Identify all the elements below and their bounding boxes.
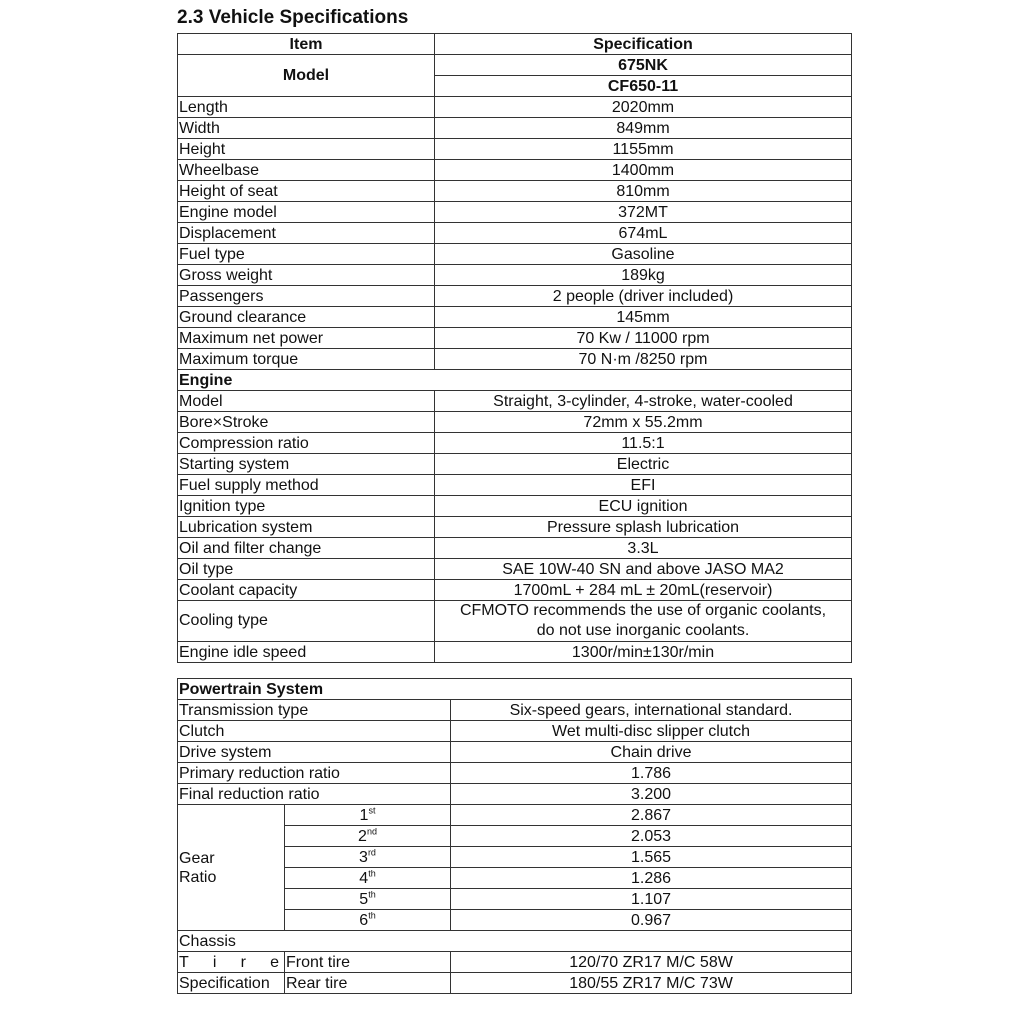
general-label: Fuel type [178,244,435,265]
general-row [178,202,852,223]
general-value: 70 Kw / 11000 rpm [435,328,852,349]
tire-letter-e: e [270,953,279,971]
general-row [178,286,852,307]
engine-label: Compression ratio [178,433,435,454]
engine-row [178,517,852,538]
general-value: 1155mm [435,139,852,160]
general-value: 145mm [435,307,852,328]
tire-label-top [178,952,285,973]
gear-number-suffix: st [368,805,376,816]
engine-value: 1700mL + 284 mL ± 20mL(reservoir) [435,580,852,601]
gear-number-digit: 2 [358,827,367,845]
general-row [178,181,852,202]
idle-label: Engine idle speed [178,642,435,663]
gear-number-suffix: nd [366,826,377,837]
powertrain-row [178,721,852,742]
powertrain-value: Chain drive [451,742,852,763]
engine-heading-row [178,370,852,391]
general-row [178,244,852,265]
engine-row [178,391,852,412]
general-label: Length [178,97,435,118]
gear-ratio-value: 2.867 [451,805,852,826]
engine-value: 3.3L [435,538,852,559]
powertrain-value: 1.786 [451,763,852,784]
cooling-line-1: CFMOTO recommends the use of organic coolants, [459,602,827,619]
engine-label: Fuel supply method [178,475,435,496]
gear-ratio-value: 1.565 [451,847,852,868]
engine-row [178,559,852,580]
gear-ratio-value: 1.286 [451,868,852,889]
engine-value: SAE 10W-40 SN and above JASO MA2 [435,559,852,580]
general-row [178,349,852,370]
powertrain-label: Drive system [178,742,451,763]
gear-label-line-2: Ratio [179,868,217,886]
engine-value: ECU ignition [435,496,852,517]
engine-label: Lubrication system [178,517,435,538]
general-row [178,139,852,160]
engine-label: Bore×Stroke [178,412,435,433]
general-row [178,160,852,181]
front-tire-label: Front tire [285,952,451,973]
tire-letter-t: T [179,953,189,971]
general-row [178,118,852,139]
general-value: 2 people (driver included) [435,286,852,307]
front-tire-value: 120/70 ZR17 M/C 58W [451,952,852,973]
general-label: Wheelbase [178,160,435,181]
powertrain-label: Final reduction ratio [178,784,451,805]
gear-ratio-value: 1.107 [451,889,852,910]
header-item: Item [178,34,435,55]
general-label: Passengers [178,286,435,307]
gear-number-digit: 3 [359,848,368,866]
general-value: 1400mm [435,160,852,181]
vehicle-spec-table [177,33,852,663]
gear-label-line-1: Gear [179,849,215,867]
general-label: Gross weight [178,265,435,286]
general-value: 674mL [435,223,852,244]
gear-number-suffix: rd [367,847,376,858]
powertrain-label: Primary reduction ratio [178,763,451,784]
engine-value: Straight, 3-cylinder, 4-stroke, water-cooled [435,391,852,412]
general-label: Height of seat [178,181,435,202]
general-value: 810mm [435,181,852,202]
tire-letter-i: i [212,953,217,971]
general-value: 372MT [435,202,852,223]
engine-row [178,433,852,454]
gear-number [285,910,451,931]
gear-row [178,805,852,826]
model-name-2: CF650-11 [435,76,852,97]
gear-ratio-label [178,805,285,931]
engine-label: Oil type [178,559,435,580]
engine-value: EFI [435,475,852,496]
gear-number [285,847,451,868]
header-row [178,34,852,55]
gear-number-digit: 5 [359,890,369,908]
powertrain-row [178,763,852,784]
engine-value: Pressure splash lubrication [435,517,852,538]
general-value: Gasoline [435,244,852,265]
rear-tire-value: 180/55 ZR17 M/C 73W [451,973,852,994]
engine-row [178,538,852,559]
general-row [178,265,852,286]
general-row [178,223,852,244]
gear-number-suffix: th [368,889,376,900]
general-label: Maximum net power [178,328,435,349]
general-label: Maximum torque [178,349,435,370]
gear-number-digit: 6 [359,911,369,929]
general-row [178,97,852,118]
general-label: Displacement [178,223,435,244]
powertrain-row [178,784,852,805]
gear-number [285,826,451,847]
powertrain-value: Wet multi-disc slipper clutch [451,721,852,742]
general-value: 189kg [435,265,852,286]
powertrain-heading-row [178,679,852,700]
cooling-value [435,601,852,642]
engine-label: Ignition type [178,496,435,517]
engine-row [178,475,852,496]
engine-label: Coolant capacity [178,580,435,601]
powertrain-heading: Powertrain System [178,679,852,700]
gear-number-digit: 1 [359,806,369,824]
gear-number-digit: 4 [359,869,369,887]
powertrain-row [178,700,852,721]
powertrain-row [178,742,852,763]
gear-number [285,805,451,826]
gear-ratio-value: 0.967 [451,910,852,931]
model-name-1: 675NK [435,55,852,76]
chassis-heading-row [178,931,852,952]
engine-row [178,496,852,517]
engine-label: Oil and filter change [178,538,435,559]
general-label: Engine model [178,202,435,223]
tire-letter-r: r [240,953,246,971]
model-label: Model [178,55,435,97]
cooling-row [178,601,852,642]
powertrain-label: Clutch [178,721,451,742]
rear-tire-label: Rear tire [285,973,451,994]
engine-row [178,580,852,601]
tire-label-bottom: Specification [178,973,285,994]
engine-value: 11.5:1 [435,433,852,454]
general-row [178,307,852,328]
engine-value: 72mm x 55.2mm [435,412,852,433]
gear-number-suffix: th [368,910,376,921]
general-label: Height [178,139,435,160]
chassis-heading: Chassis [178,931,852,952]
general-row [178,328,852,349]
general-label: Width [178,118,435,139]
gear-number [285,868,451,889]
powertrain-value: 3.200 [451,784,852,805]
header-spec: Specification [435,34,852,55]
engine-row [178,412,852,433]
powertrain-value: Six-speed gears, international standard. [451,700,852,721]
gear-number [285,889,451,910]
general-value: 70 N·m /8250 rpm [435,349,852,370]
engine-label: Starting system [178,454,435,475]
rear-tire-row [178,973,852,994]
engine-label: Model [178,391,435,412]
section-title: 2.3 Vehicle Specifications [177,7,409,28]
powertrain-label: Transmission type [178,700,451,721]
gear-number-suffix: th [368,868,376,879]
gear-ratio-value: 2.053 [451,826,852,847]
cooling-label: Cooling type [178,601,435,642]
idle-value: 1300r/min±130r/min [435,642,852,663]
idle-row [178,642,852,663]
general-label: Ground clearance [178,307,435,328]
general-value: 849mm [435,118,852,139]
powertrain-table [177,678,852,994]
engine-value: Electric [435,454,852,475]
front-tire-row [178,952,852,973]
general-value: 2020mm [435,97,852,118]
engine-row [178,454,852,475]
cooling-line-2: do not use inorganic coolants. [536,622,750,639]
model-row [178,55,852,76]
engine-heading: Engine [178,370,852,391]
